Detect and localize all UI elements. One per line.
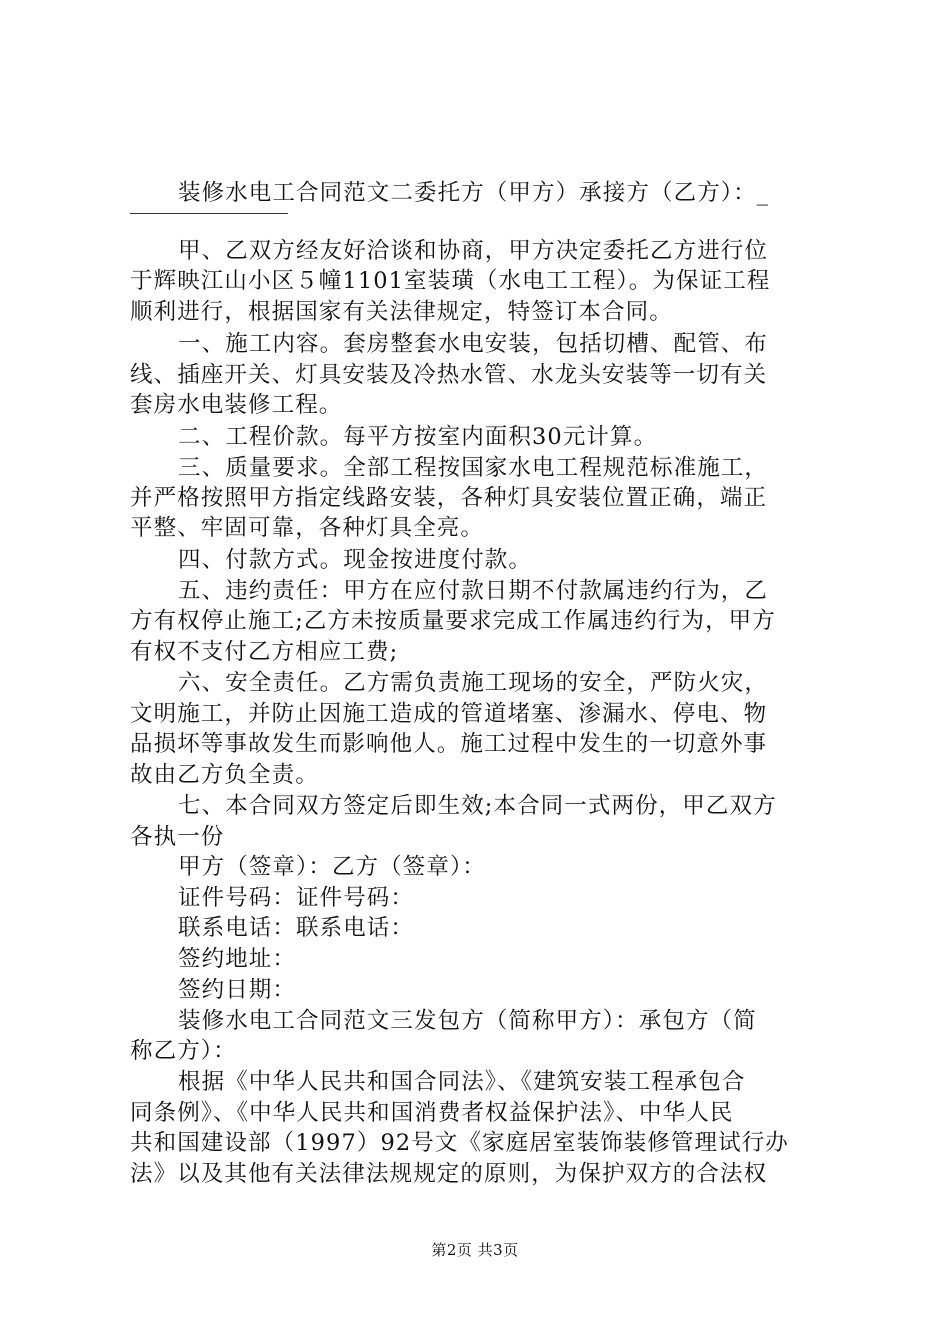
text-line: 线、插座开关、灯具安装及冷热水管、水龙头安装等一切有关: [130, 362, 768, 388]
text-line: 五、违约责任：甲方在应付款日期不付款属违约行为，乙: [178, 578, 769, 604]
text-line: 方有权停止施工;乙方未按质量要求完成工作属违约行为，甲方: [130, 608, 776, 634]
text-line: 签约日期：: [178, 977, 297, 1003]
text-line: 四、付款方式。现金按进度付款。: [178, 547, 533, 573]
text-line: 七、本合同双方签定后即生效;本合同一式两份，甲乙双方: [178, 793, 777, 819]
text-line: 顺利进行，根据国家有关法律规定，特签订本合同。: [130, 299, 673, 325]
text-line: 于辉映江山小区５幢1101室装璜（水电工工程）。为保证工程: [130, 268, 771, 294]
text-line: 甲、乙双方经友好洽谈和协商，甲方决定委托乙方进行位: [178, 238, 769, 264]
text-line: 六、安全责任。乙方需负责施工现场的安全，严防火灾，: [178, 670, 769, 696]
text-line: 平整、牢固可靠，各种灯具全亮。: [130, 515, 485, 541]
blank-fill-line: [130, 213, 288, 214]
text-line: 有权不支付乙方相应工费;: [130, 639, 399, 665]
text-line: 法》以及其他有关法律法规规定的原则，为保护双方的合法权: [130, 1161, 768, 1187]
text-line: 三、质量要求。全部工程按国家水电工程规范标准施工，: [178, 455, 769, 481]
text-line: 文明施工，并防止因施工造成的管道堵塞、渗漏水、停电、物: [130, 701, 768, 727]
page-number-footer: 第2页 共3页: [431, 1241, 519, 1259]
text-line: 各执一份: [130, 824, 225, 850]
text-line: 联系电话：联系电话：: [178, 915, 415, 941]
text-line: 故由乙方负全责。: [130, 762, 319, 788]
text-line: 装修水电工合同范文三发包方（简称甲方）：承包方（简: [178, 1008, 757, 1034]
text-line: 装修水电工合同范文二委托方（甲方）承接方（乙方）：_: [178, 180, 770, 206]
text-line: 签约地址：: [178, 946, 297, 972]
text-line: 品损坏等事故发生而影响他人。施工过程中发生的一切意外事: [130, 731, 768, 757]
text-line: 共和国建设部（1997）92号文《家庭居室装饰装修管理试行办: [130, 1130, 789, 1156]
text-line: 并严格按照甲方指定线路安装，各种灯具安装位置正确，端正: [130, 485, 768, 511]
text-line: 一、施工内容。套房整套水电安装，包括切槽、配管、布: [178, 331, 769, 357]
text-line: 二、工程价款。每平方按室内面积30元计算。: [178, 424, 658, 450]
text-line: 甲方（签章）：乙方（签章）：: [178, 854, 486, 880]
text-line: 套房水电装修工程。: [130, 392, 343, 418]
text-line: 称乙方）：: [130, 1038, 237, 1064]
text-line: 证件号码：证件号码：: [178, 885, 415, 911]
text-line: 同条例》、《中华人民共和国消费者权益保护法》、中华人民: [130, 1100, 734, 1126]
text-line: 根据《中华人民共和国合同法》、《建筑安装工程承包合: [178, 1069, 746, 1095]
